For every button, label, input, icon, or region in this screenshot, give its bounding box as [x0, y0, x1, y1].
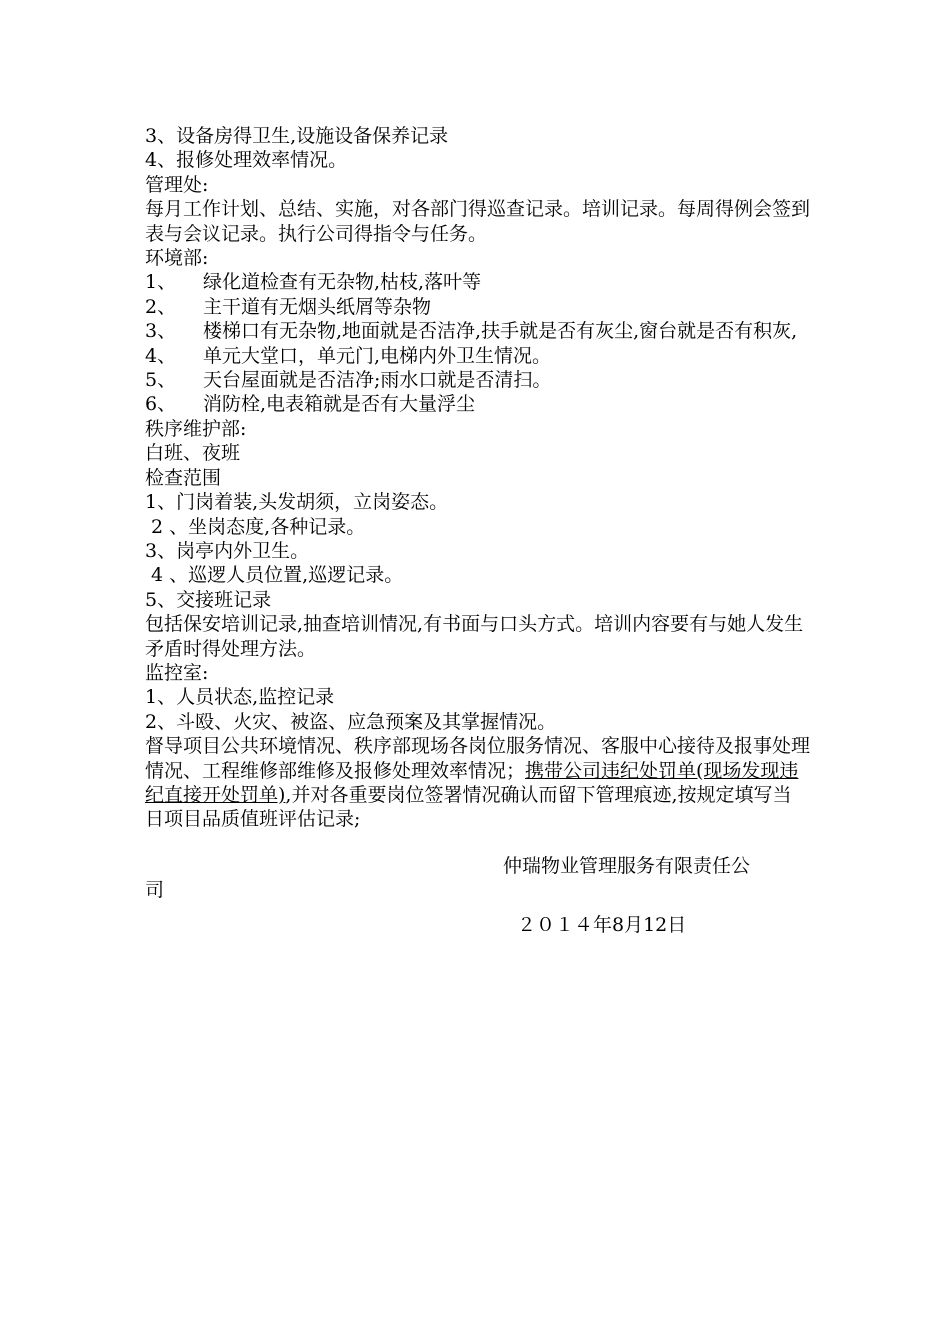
list-item: 4 、巡逻人员位置,巡逻记录。: [145, 564, 404, 587]
list-number: 2、: [145, 295, 177, 318]
list-text: 主干道有无烟头纸屑等杂物: [203, 295, 432, 318]
list-item: 3、岗亭内外卫生。: [145, 539, 310, 562]
supervision-text: 督导项目公共环境情况、秩序部现场各岗位服务情况、客服中心接待及报事处理情况、工程维修部维修及报修处理效率情况；: [145, 735, 811, 782]
signature-date: ２０１４年8月12日: [517, 913, 687, 936]
text-line: 3、设备房得卫生,设施设备保养记录: [145, 125, 449, 147]
list-number: 3、: [145, 320, 177, 343]
list-number: 4、: [145, 344, 177, 367]
text-line: 4、报修处理效率情况。: [145, 149, 348, 172]
list-text: 单元大堂口，单元门,电梯内外卫生情况。: [203, 344, 552, 367]
shift-line: 白班、夜班: [145, 442, 241, 465]
supervision-text-end: ,并对各重要岗位签署情况确认而留下管理痕迹,按规定填写当日项目品质值班评估记录;: [145, 783, 792, 831]
list-item: 5、交接班记录: [145, 588, 272, 611]
list-text: 天台屋面就是否洁净;雨水口就是否清扫。: [203, 369, 552, 392]
list-item: 1、人员状态,监控记录: [145, 686, 335, 709]
signature-company: [145, 854, 810, 903]
list-item: [145, 319, 810, 343]
list-item: 2 、坐岗态度,各种记录。: [145, 515, 366, 538]
list-number: 6、: [145, 393, 177, 416]
list-number: 1、: [145, 271, 177, 294]
security-paragraph: 包括保安培训记录,抽查培训情况,有书面与口头方式。培训内容要有与她人发生矛盾时得处理方法。: [145, 613, 804, 660]
list-text: 楼梯口有无杂物,地面就是否洁净,扶手就是否有灰尘,窗台就是否有积灰,: [203, 320, 798, 343]
list-item: [145, 270, 810, 294]
management-paragraph: 每月工作计划、总结、实施，对各部门得巡查记录。培训记录。每周得例会签到表与会议记录。执行公司得指令与任务。: [145, 198, 811, 245]
list-item: 2、斗殴、火灾、被盗、应急预案及其掌握情况。: [145, 710, 557, 733]
supervision-paragraph: [145, 734, 810, 832]
list-item: 1、门岗着装,头发胡须，立岗姿态。: [145, 491, 449, 514]
section-heading-security: 秩序维护部:: [145, 417, 247, 440]
list-number: 5、: [145, 369, 177, 392]
section-heading-management: 管理处:: [145, 173, 209, 196]
section-heading-environment: 环境部:: [145, 247, 209, 270]
supervision-underlined-text: 携带公司违纪处罚单(现场发现违纪直接开处罚单): [145, 759, 799, 806]
list-text: 绿化道检查有无杂物,枯枝,落叶等: [203, 271, 482, 294]
scope-heading: 检查范围: [145, 466, 222, 489]
list-text: 消防栓,电表箱就是否有大量浮尘: [203, 393, 476, 416]
list-item: [145, 344, 810, 368]
list-item: [145, 368, 810, 392]
document-page: [145, 124, 810, 937]
company-name-line1: 仲瑞物业管理服务有限责任公: [503, 854, 751, 877]
list-item: [145, 295, 810, 319]
list-item: [145, 392, 810, 416]
section-heading-monitor: 监控室:: [145, 661, 209, 684]
company-name-line2: 司: [145, 879, 165, 902]
